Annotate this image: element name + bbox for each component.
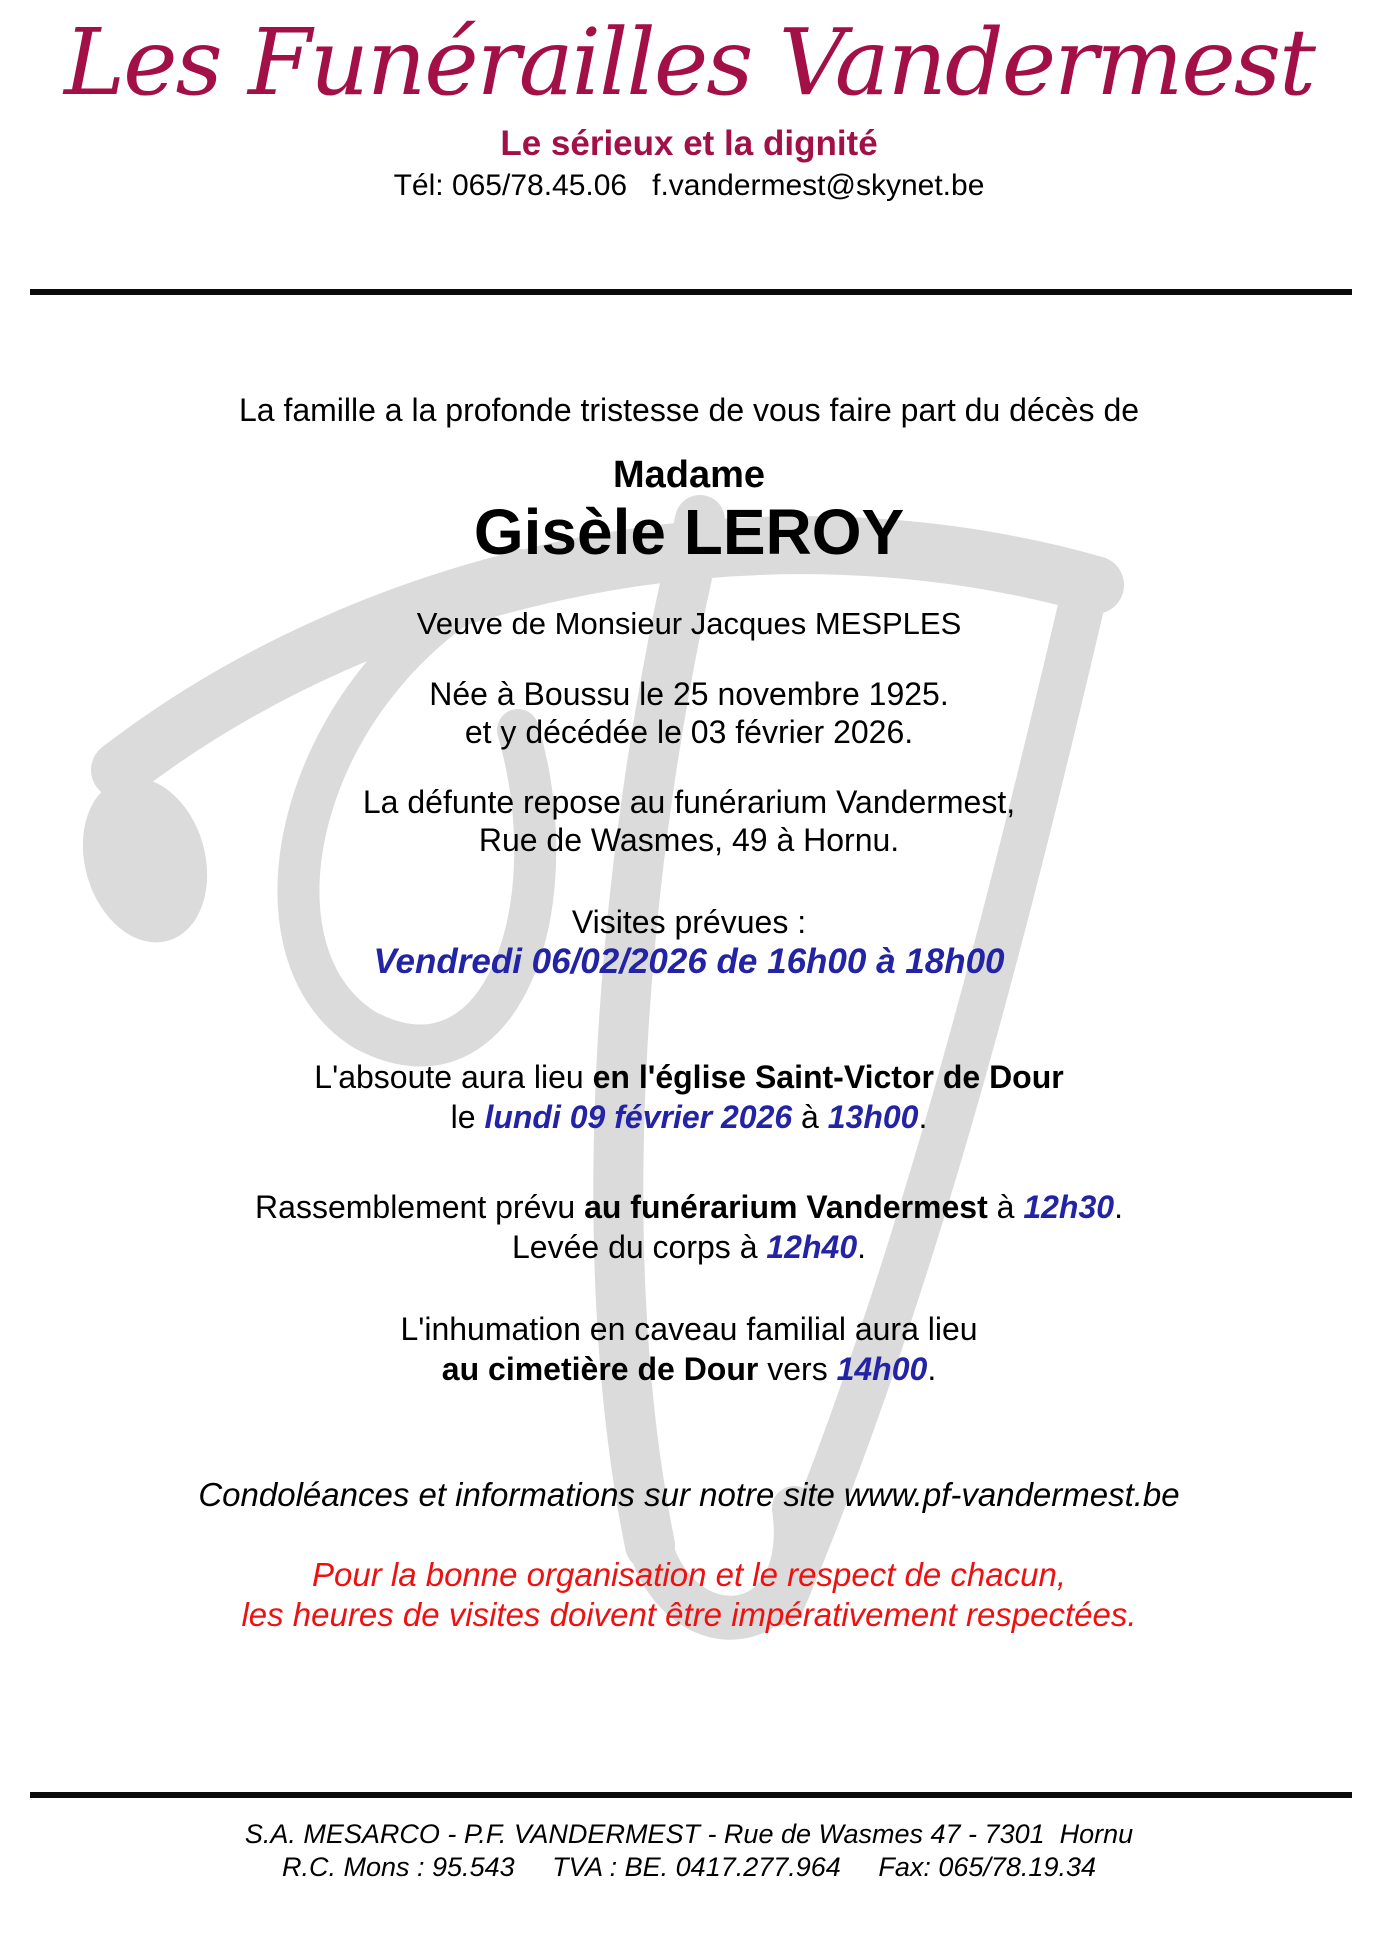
gathering-a: à <box>987 1188 1024 1225</box>
repose-line-1: La défunte repose au funérarium Vandermest, <box>362 783 1016 820</box>
absoute-period: . <box>918 1098 928 1135</box>
gathering-time: 12h30 <box>1023 1188 1115 1225</box>
contact-line: Tél: 065/78.45.06 f.vandermest@skynet.be <box>393 168 985 202</box>
absoute-le: le <box>450 1098 485 1135</box>
absoute-date: lundi 09 février 2026 <box>484 1098 793 1135</box>
repose-line-2: Rue de Wasmes, 49 à Hornu. <box>478 821 900 858</box>
gathering-period: . <box>1114 1188 1123 1225</box>
gathering-prefix: Rassemblement prévu <box>255 1188 585 1225</box>
visits-schedule-text: Vendredi 06/02/2026 de 16h00 à 18h00 <box>373 941 1005 981</box>
burial-time: 14h00 <box>836 1350 928 1387</box>
absoute-a: à <box>792 1098 828 1135</box>
footer <box>0 1792 1378 1884</box>
brand-title: Les Funérailles Vandermest <box>63 9 1315 116</box>
burial-line-2 <box>0 1349 1378 1389</box>
footer-divider <box>30 1792 1352 1798</box>
levee-prefix: Levée du corps à <box>511 1228 767 1265</box>
absoute-line-2 <box>0 1097 1378 1137</box>
birth-line: Née à Boussu le 25 novembre 1925. <box>429 675 949 712</box>
footer-line-1: S.A. MESARCO - P.F. VANDERMEST - Rue de Wasmes 47 - 7301 Hornu <box>244 1819 1134 1849</box>
notice-line-2: les heures de visites doivent être impérativement respectées. <box>241 1595 1137 1633</box>
absoute-prefix: L'absoute aura lieu <box>314 1058 593 1095</box>
birth-death-block <box>0 675 1378 751</box>
gathering-block <box>0 1187 1378 1267</box>
gathering-line-1 <box>0 1187 1378 1227</box>
absoute-line-1 <box>0 1057 1378 1097</box>
burial-period: . <box>927 1350 937 1387</box>
visits-schedule <box>0 941 1378 983</box>
footer-line-2: R.C. Mons : 95.543 TVA : BE. 0417.277.964 Fax: 065/78.19.34 <box>282 1852 1096 1882</box>
announcement-body <box>0 391 1378 1635</box>
notice-block <box>0 1555 1378 1635</box>
header-divider <box>30 289 1352 295</box>
intro-line: La famille a la profonde tristesse de vous faire part du décès de <box>238 391 1140 428</box>
death-line: et y décédée le 03 février 2026. <box>464 713 914 750</box>
burial-block <box>0 1309 1378 1389</box>
gathering-location: au funérarium Vandermest <box>584 1188 988 1225</box>
absoute-block <box>0 1057 1378 1137</box>
notice-line-1: Pour la bonne organisation et le respect de chacun, <box>311 1555 1066 1593</box>
repose-block <box>0 783 1378 859</box>
burial-line-1: L'inhumation en caveau familial aura lieu <box>400 1310 978 1347</box>
absoute-location: en l'église Saint-Victor de Dour <box>592 1058 1064 1095</box>
burial-vers: vers <box>758 1350 837 1387</box>
gathering-line-2 <box>0 1227 1378 1267</box>
deceased-name: Gisèle LEROY <box>473 495 905 568</box>
levee-period: . <box>857 1228 866 1265</box>
relation-line: Veuve de Monsieur Jacques MESPLES <box>416 605 962 641</box>
absoute-time: 13h00 <box>827 1098 919 1135</box>
condolences-line: Condoléances et informations sur notre site www.pf-vandermest.be <box>198 1475 1180 1513</box>
honorific: Madame <box>612 453 766 496</box>
levee-time: 12h40 <box>766 1228 858 1265</box>
visits-label: Visites prévues : <box>571 903 807 940</box>
burial-location: au cimetière de Dour <box>441 1350 759 1387</box>
brand-tagline: Le sérieux et la dignité <box>500 123 878 163</box>
